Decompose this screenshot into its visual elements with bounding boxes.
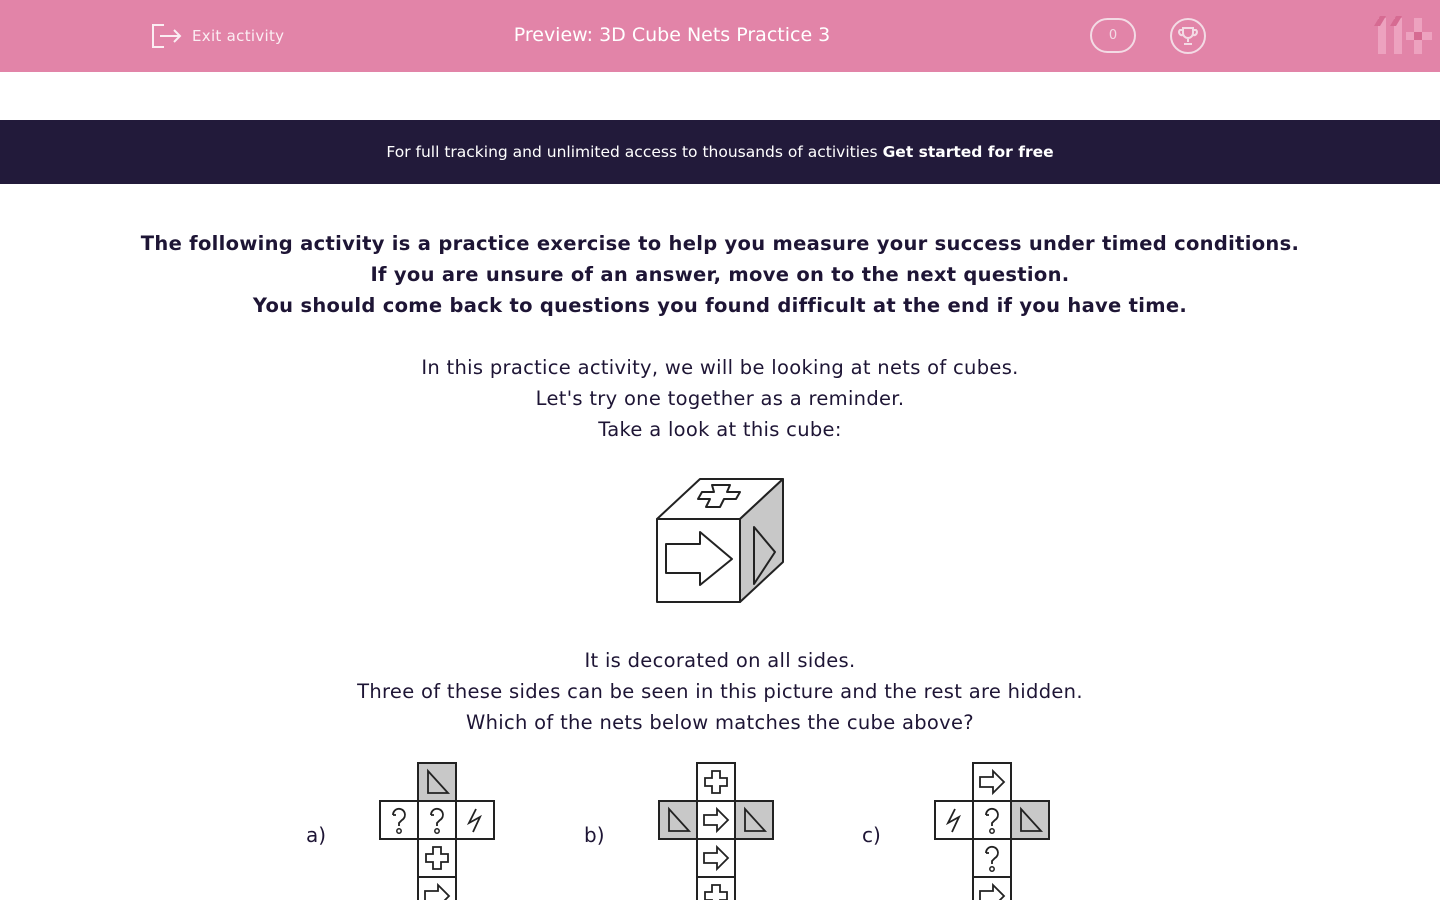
score-badge: 0 bbox=[1090, 18, 1136, 53]
question-icon bbox=[380, 801, 418, 839]
exit-activity-label: Exit activity bbox=[192, 27, 285, 45]
triangle-icon bbox=[418, 763, 456, 801]
instruction-line: You should come back to questions you found difficult at the end if you have time. bbox=[252, 294, 1188, 317]
arrow-icon bbox=[697, 839, 735, 877]
question-line: It is decorated on all sides. bbox=[584, 649, 856, 672]
net-option-c[interactable] bbox=[935, 763, 1049, 900]
intro-line: Let's try one together as a reminder. bbox=[535, 387, 905, 410]
option-b-label[interactable]: b) bbox=[584, 823, 605, 847]
question-line: Which of the nets below matches the cube above? bbox=[466, 711, 974, 734]
question-line: Three of these sides can be seen in this picture and the rest are hidden. bbox=[357, 680, 1083, 703]
plus-icon bbox=[697, 877, 735, 900]
instruction-line: If you are unsure of an answer, move on to the next question. bbox=[370, 263, 1070, 286]
net-option-a[interactable] bbox=[380, 763, 494, 900]
question-icon bbox=[418, 801, 456, 839]
option-c-label[interactable]: c) bbox=[862, 823, 881, 847]
zigzag-icon bbox=[935, 801, 973, 839]
get-started-link[interactable]: Get started for free bbox=[882, 143, 1054, 161]
arrow-icon bbox=[973, 763, 1011, 801]
option-a-label[interactable]: a) bbox=[306, 823, 327, 847]
arrow-icon bbox=[697, 801, 735, 839]
net-option-b[interactable] bbox=[659, 763, 773, 900]
triangle-icon bbox=[735, 801, 773, 839]
question-icon bbox=[973, 839, 1011, 877]
zigzag-icon bbox=[456, 801, 494, 839]
plus-icon bbox=[697, 763, 735, 801]
banner-text: For full tracking and unlimited access to thousands of activities bbox=[386, 143, 883, 161]
page-title: Preview: 3D Cube Nets Practice 3 bbox=[513, 24, 831, 46]
triangle-icon bbox=[659, 801, 697, 839]
triangle-icon bbox=[1011, 801, 1049, 839]
intro-line: In this practice activity, we will be looking at nets of cubes. bbox=[421, 356, 1019, 379]
intro-line: Take a look at this cube: bbox=[598, 418, 842, 441]
question-icon bbox=[973, 801, 1011, 839]
instruction-line: The following activity is a practice exercise to help you measure your success under timed conditions. bbox=[140, 232, 1300, 255]
arrow-icon bbox=[418, 877, 456, 900]
plus-icon bbox=[418, 839, 456, 877]
arrow-icon bbox=[973, 877, 1011, 900]
